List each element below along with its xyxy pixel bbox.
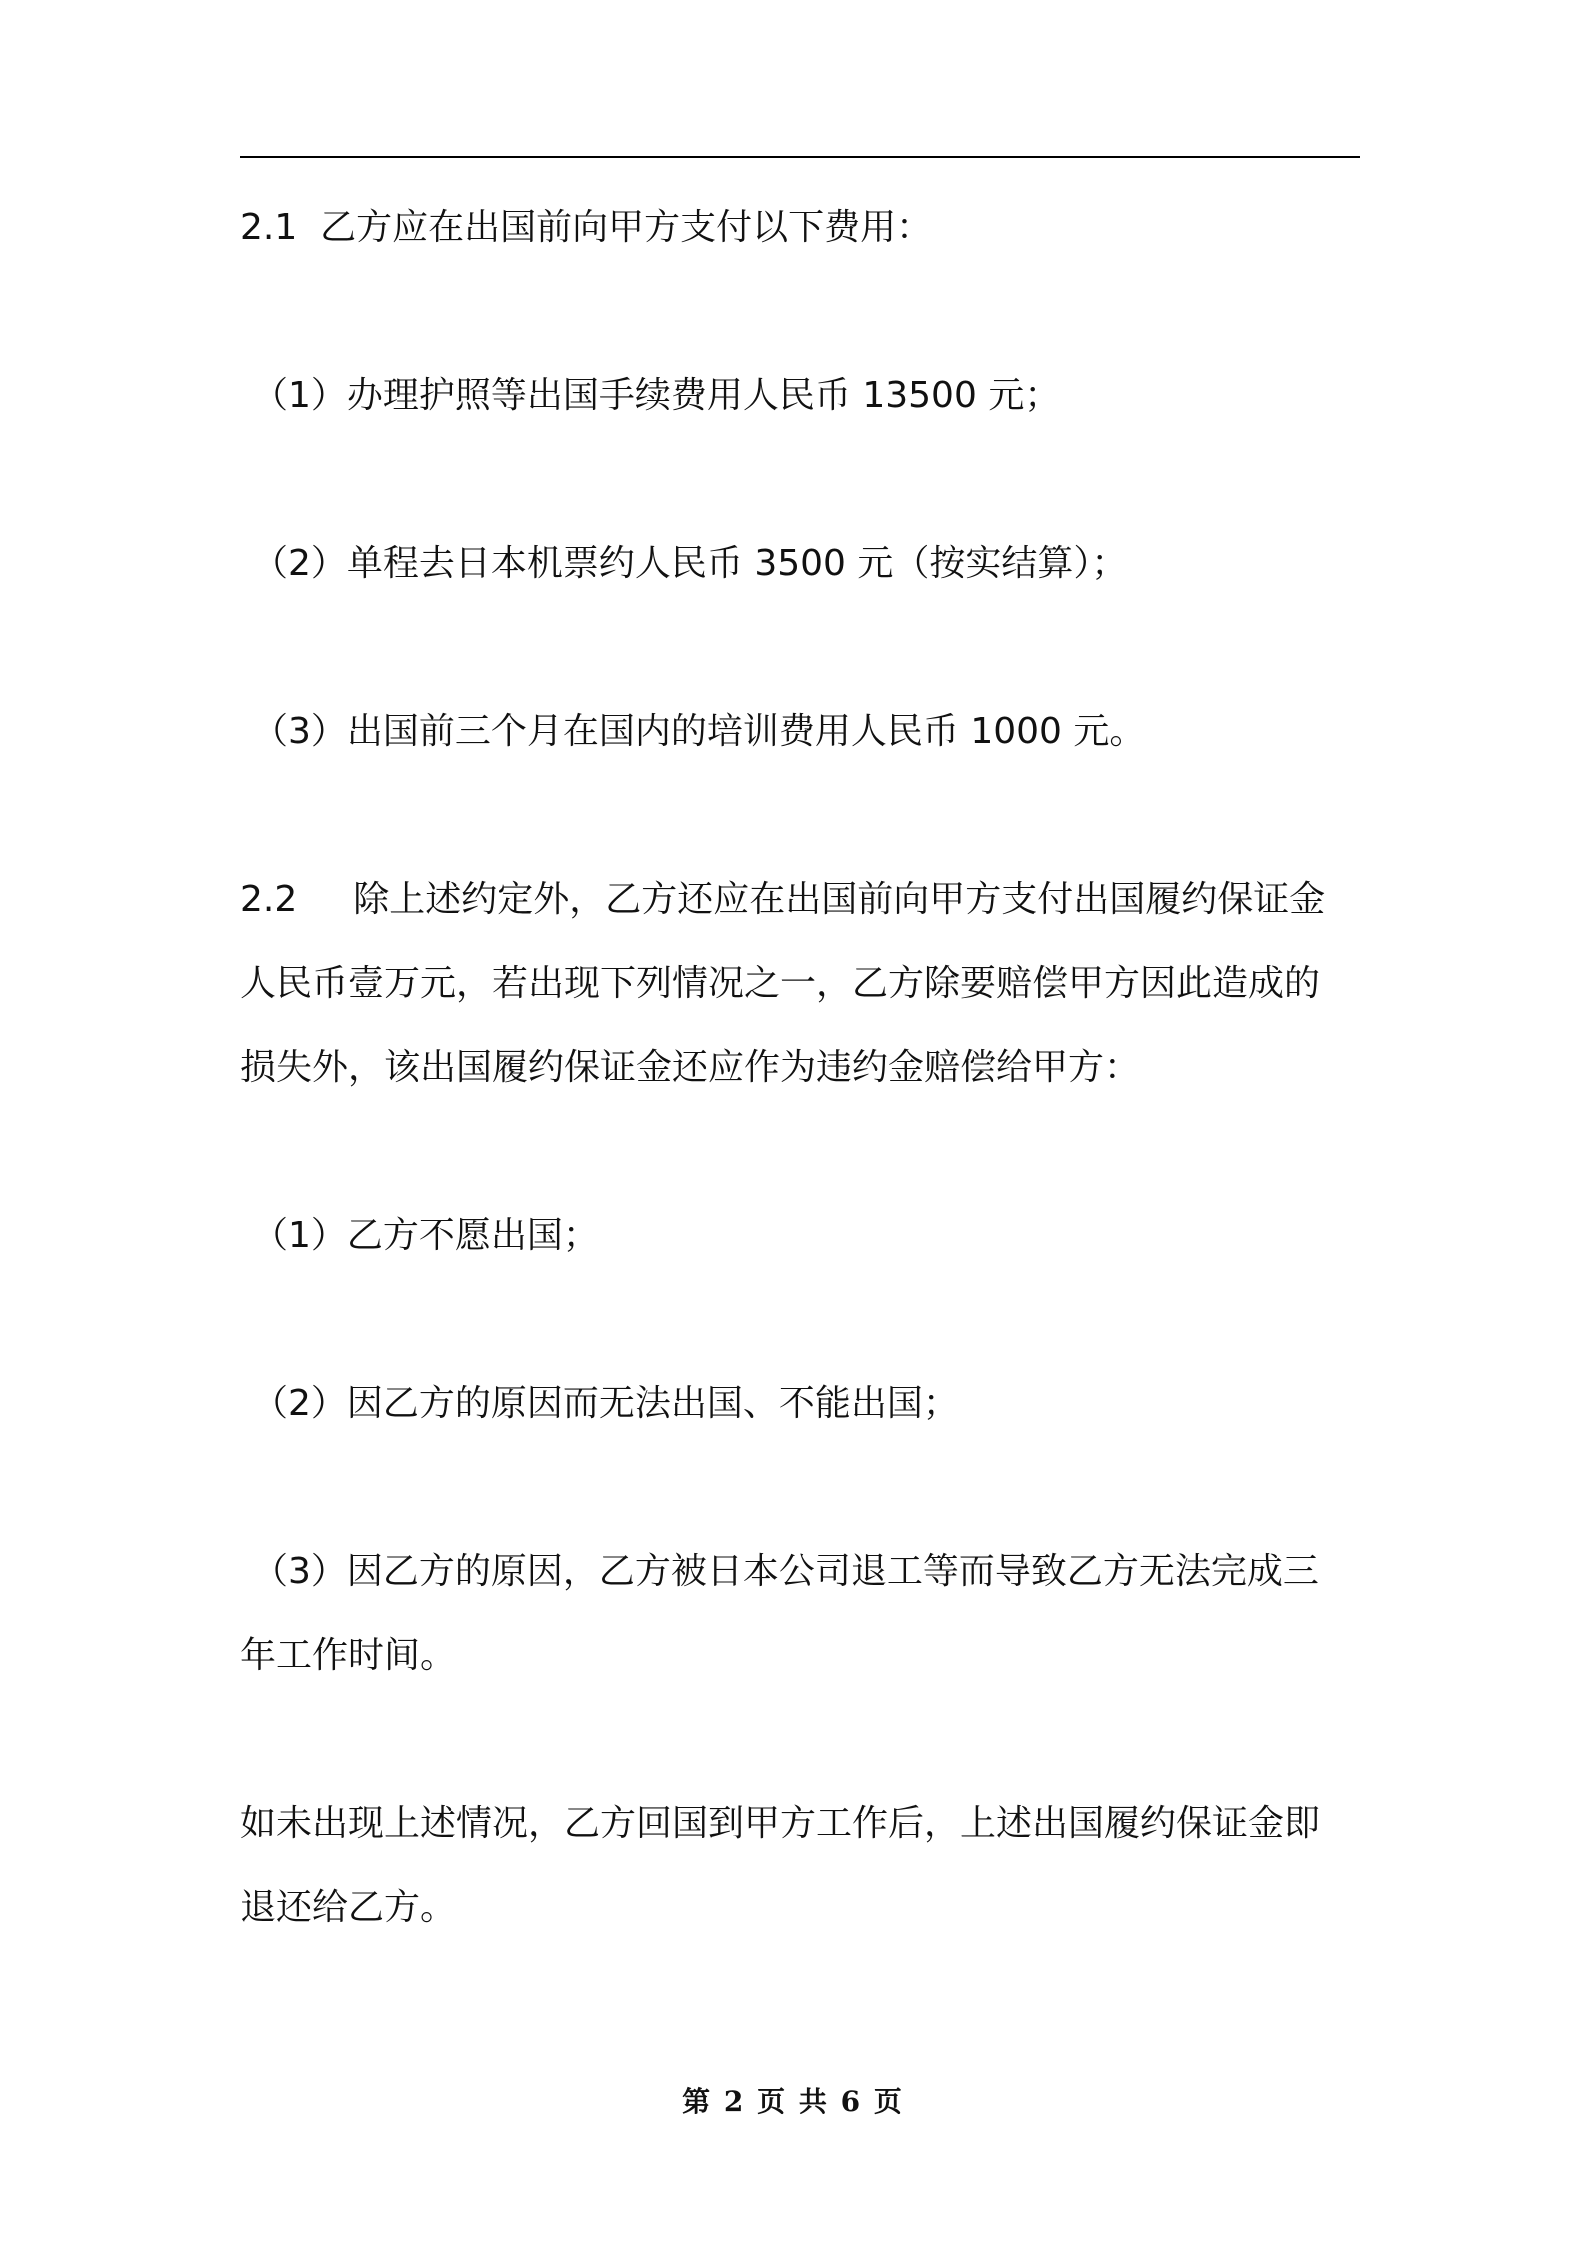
section-2-1-heading [240,186,1360,270]
fee-item-3: （3）出国前三个月在国内的培训费用人民币 1000 元。 [252,711,1146,752]
condition-item-1: （1）乙方不愿出国； [252,1215,599,1256]
condition-item-3: （3）因乙方的原因，乙方被日本公司退工等而导致乙方无法完成三 [252,1551,1319,1592]
page-number-footer: 第 2 页 共 6 页 [682,2085,904,2118]
header-divider [240,156,1360,158]
section-2-2-line-3: 损失外，该出国履约保证金还应作为违约金赔偿给甲方： [240,1047,1141,1088]
section-2-2-line-2: 人民币壹万元，若出现下列情况之一，乙方除要赔偿甲方因此造成的 [240,963,1321,1004]
section-text-line: 除上述约定外，乙方还应在出国前向甲方支付出国履约保证金 [353,879,1326,920]
section-number: 2.1 [240,207,298,248]
section-text: 乙方应在出国前向甲方支付以下费用： [320,207,933,248]
closing-line-1: 如未出现上述情况，乙方回国到甲方工作后，上述出国履约保证金即 [240,1803,1321,1844]
condition-item-2: （2）因乙方的原因而无法出国、不能出国； [252,1383,959,1424]
closing-line-2: 退还给乙方。 [240,1887,457,1928]
section-2-2-line-1 [240,858,1360,942]
fee-item-2: （2）单程去日本机票约人民币 3500 元（按实结算）； [252,543,1128,584]
fee-item-1: （1）办理护照等出国手续费用人民币 13500 元； [252,375,1061,416]
section-number: 2.2 [240,879,298,920]
condition-item-3-continuation: 年工作时间。 [240,1635,457,1676]
